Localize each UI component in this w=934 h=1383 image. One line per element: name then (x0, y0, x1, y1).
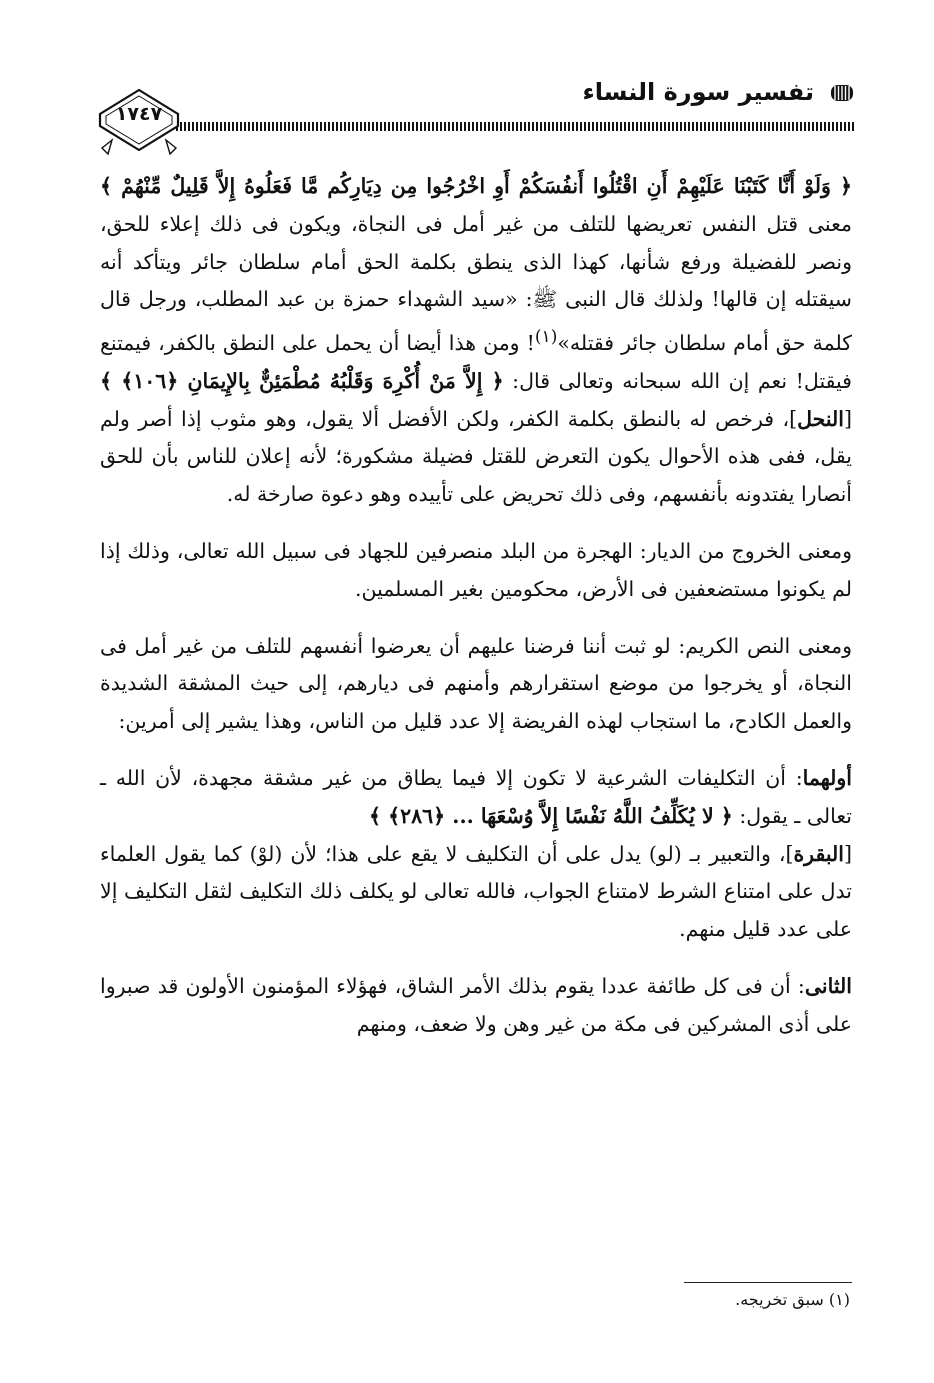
citation-bracket: ] (785, 841, 794, 866)
footnote-separator (684, 1282, 852, 1283)
footnote-reference[interactable]: (١) (534, 327, 558, 348)
main-text (100, 168, 852, 1063)
surah-name: النحل (797, 406, 844, 431)
footnote: (١) سبق تخريجه. (735, 1290, 850, 1309)
surah-name: البقرة (793, 841, 844, 866)
header-rule (176, 122, 854, 131)
citation-bracket: [ (844, 406, 852, 431)
quran-verse: ﴿ لا يُكَلِّفُ اللَّهُ نَفْسًا إِلاَّ وُسْعَهَا ... ﴿٢٨٦﴾ ﴾ (368, 803, 733, 828)
citation-bracket: ] (789, 406, 798, 431)
paragraph-text: ، والتعبير بـ (لو) يدل على أن التكليف لا يقع على هذا؛ لأن (لوْ) كما يقول العلماء تدل على امتناع الشرط لامتناع الجواب، فالله تعالى لو يكلف ذلك التكليف لثقل التكليف إلا على عدد قليل منهم. (100, 841, 852, 942)
point-label: الثانى (804, 973, 852, 998)
quran-verse: ﴿ إِلاَّ مَنْ أُكْرِهَ وَقَلْبُهُ مُطْمَئِنٌّ بِالإِيمَانِ ﴿١٠٦﴾ ﴾ (100, 368, 504, 393)
citation-bracket: [ (844, 841, 852, 866)
paragraph-text: ! ومن هذا أيضا أن يحمل على النطق بالكفر، فيمتنع فيقتل! نعم إن الله سبحانه وتعالى قال: (100, 331, 852, 393)
ornament-icon (830, 82, 854, 104)
paragraph-5 (100, 968, 852, 1044)
paragraph-1 (100, 168, 852, 514)
paragraph-3: ومعنى النص الكريم: لو ثبت أننا فرضنا عليهم أن يعرضوا أنفسهم للتلف من غير أمل فى النجاة، أو يخرجوا من موضع استقرارهم وأمنهم فى ديارهم، إلى حيث المشقة الشديدة والعمل الكادح، ما استجاب لهذه الفريضة إلا عدد قليل من الناس، وهذا يشير إلى أمرين: (100, 633, 852, 734)
paragraph-2: ومعنى الخروج من الديار: الهجرة من البلد منصرفين للجهاد فى سبيل الله تعالى، وذلك إذا لم يكونوا مستضعفين فى الأرض، محكومين بغير المسلمين. (100, 539, 852, 601)
paragraph-4 (100, 760, 852, 949)
page-number: ١٧٤٧ (115, 103, 163, 125)
quran-verse: ﴿ وَلَوْ أَنَّا كَتَبْنَا عَلَيْهِمْ أَنِ اقْتُلُوا أَنفُسَكُمْ أَوِ اخْرُجُوا مِن دِيَارِكُم مَّا فَعَلُوهُ إِلاَّ قَلِيلٌ مِّنْهُمْ ﴾ (100, 174, 852, 198)
paragraph-text: : أن فى كل طائفة عددا يقوم بذلك الأمر الشاق، فهؤلاء المؤمنون الأولون قد صبروا على أذى المشركين فى مكة من غير وهن ولا ضعف، ومنهم (100, 973, 852, 1036)
paragraph-text: ، فرخص له بالنطق بكلمة الكفر، ولكن الأفضل ألا يقول، وهو مثوب إذا أصر ولم يقل، ففى هذه الأحوال يكون التعرض للقتل فضيلة مشكورة؛ لأنه إعلان للناس بأن للحق أنصارا يفتدونه بأنفسهم، وفى ذلك تحريض على تأييده وهو دعوة صارخة له. (100, 406, 852, 507)
paragraph-text: : أن التكليفات الشرعية لا تكون إلا فيما يطاق من غير مشقة مجهدة، لأن الله ـ تعالى ـ يقول: (100, 765, 852, 828)
running-title: تفسير سورة النساء (582, 78, 814, 106)
paragraph-text: معنى قتل النفس تعريضها للتلف من غير أمل فى النجاة، ويكون فى ذلك إعلاء للحق، ونصر للفضيلة ورفع شأنها، كهذا الذى ينطق بكلمة الحق أمام سلطان جائر ويتأكد أنه سيقتله إن قالها! ولذلك قال النبى ﷺ: «سيد الشهداء حمزة بن عبد المطلب، ورجل قال كلمة حق أمام سلطان جائر فقتله» (100, 211, 852, 356)
point-label: أولهما (802, 765, 852, 790)
page-header (98, 72, 854, 162)
